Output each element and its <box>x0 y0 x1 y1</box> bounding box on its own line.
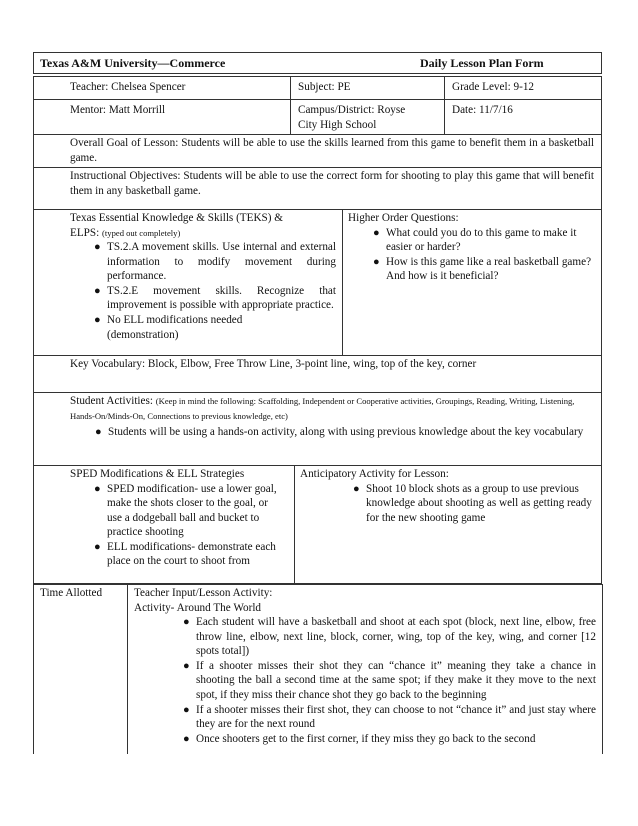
list-item: ● How is this game like a real basketball game? And how is it beneficial? <box>373 255 592 283</box>
list-item: ● What could you do to this game to make it easier or harder? <box>373 226 577 254</box>
list-item: ● ELL modifications- demonstrate each place on the court to shoot from <box>94 540 276 568</box>
anticipatory-heading: Anticipatory Activity for Lesson: <box>300 468 449 480</box>
bullet-icon: ● <box>94 540 101 553</box>
overall-goal: Overall Goal of Lesson: Students will be able to use the skills learned from this game to benefit them in a basketball game. <box>70 137 594 164</box>
time-allotted: Time Allotted <box>40 587 103 599</box>
header-row <box>33 52 602 74</box>
bullet-icon: ● <box>373 255 380 268</box>
campus-line-1: Campus/District: Royse <box>298 104 406 116</box>
teks-heading-2 <box>70 226 336 241</box>
bullet-icon: ● <box>94 313 101 326</box>
teks-cell <box>70 211 336 342</box>
list-item: ● Shoot 10 block shots as a group to use previous knowledge about shooting as well as getting ready for the new shooting game <box>353 482 592 524</box>
teacher-input-heading: Teacher Input/Lesson Activity: <box>134 587 273 599</box>
lesson-activity-list <box>183 615 596 746</box>
list-item: ● Students will be using a hands-on activity, along with using previous knowledge about the key vocabulary <box>95 426 584 439</box>
instructional-objectives: Instructional Objectives: Students will be able to use the correct form for shooting to play this game that will benefit them in any basketball game. <box>70 170 594 197</box>
sped-cell <box>70 467 290 569</box>
list-item: ● SPED modification- use a lower goal, make the shots closer to the goal, or use a dodgeball ball and bucket to practice shooting <box>94 482 277 539</box>
subject-cell: Subject: PE <box>298 81 351 93</box>
bullet-icon: ● <box>353 482 360 495</box>
list-item: ● TS.2.E movement skills. Recognize that improvement is possible with appropriate practice. <box>94 284 336 312</box>
bullet-icon: ● <box>94 482 101 495</box>
list-item: ● TS.2.A movement skills. Use internal and external information to modify movement during performance. <box>94 241 336 283</box>
campus-line-2: City High School <box>298 118 377 131</box>
hoq-heading: Higher Order Questions: <box>348 212 459 224</box>
bullet-icon: ● <box>94 284 101 297</box>
key-vocabulary: Key Vocabulary: Block, Elbow, Free Throw Line, 3-point line, wing, top of the key, corner <box>70 358 477 370</box>
university-title: Texas A&M University—Commerce <box>40 56 226 70</box>
hoq-list <box>373 226 598 284</box>
anticipatory-cell <box>300 467 598 525</box>
bullet-icon: ● <box>183 659 190 672</box>
bullet-icon: ● <box>373 226 380 239</box>
grade-cell: Grade Level: 9-12 <box>452 81 535 93</box>
student-activities-note: (Keep in mind the following: Scaffolding, Independent or Cooperative activities, Groupings, Reading, Writing, Listening, Hands-On/Minds-On, Connections to previous knowledge, etc) <box>70 396 575 421</box>
date-cell: Date: 11/7/16 <box>452 104 513 116</box>
bullet-icon: ● <box>183 616 190 629</box>
teks-heading-note: (typed out completely) <box>102 227 181 238</box>
teacher-cell: Teacher: Chelsea Spencer <box>70 81 186 93</box>
teks-list <box>94 240 336 342</box>
list-item: ● If a shooter misses their first shot, they can choose to not “chance it” and just stay where they are for the next round <box>183 703 596 731</box>
list-item: ● If a shooter misses their shot they can “chance it” meaning they take a chance in shooting the ball a second time at the same spot; if they make it they move to the next spot, if they miss their chance shot they go back to the beginning <box>183 659 596 701</box>
form-title: Daily Lesson Plan Form <box>420 56 544 70</box>
mentor-cell: Mentor: Matt Morrill <box>70 104 166 116</box>
list-item: ● Each student will have a basketball and shoot at each spot (block, next line, elbow, free throw line, elbow, next line, block, corner, wing, top of the key, wing, and corner [12 spots total]) <box>183 616 596 658</box>
list-item: ● No ELL modifications needed (demonstration) <box>94 313 243 341</box>
bullet-icon: ● <box>95 426 102 439</box>
student-activities-list <box>95 425 598 440</box>
campus-cell <box>292 101 442 134</box>
lesson-activity-cell <box>134 586 596 746</box>
student-activities-cell <box>70 394 598 440</box>
hoq-cell <box>348 211 598 284</box>
teks-heading-elps: ELPS: <box>70 226 100 239</box>
sped-heading: SPED Modifications & ELL Strategies <box>70 468 245 480</box>
student-activities-heading: Student Activities: <box>70 395 153 407</box>
list-item: ● Once shooters get to the first corner, if they miss they go back to the second <box>183 732 536 745</box>
bullet-icon: ● <box>94 241 101 254</box>
bullet-icon: ● <box>183 732 190 745</box>
sped-list <box>94 482 290 569</box>
anticipatory-list <box>353 482 598 526</box>
teks-heading-1: Texas Essential Knowledge & Skills (TEKS) & <box>70 212 283 224</box>
bullet-icon: ● <box>183 703 190 716</box>
activity-title: Activity- Around The World <box>134 601 262 614</box>
